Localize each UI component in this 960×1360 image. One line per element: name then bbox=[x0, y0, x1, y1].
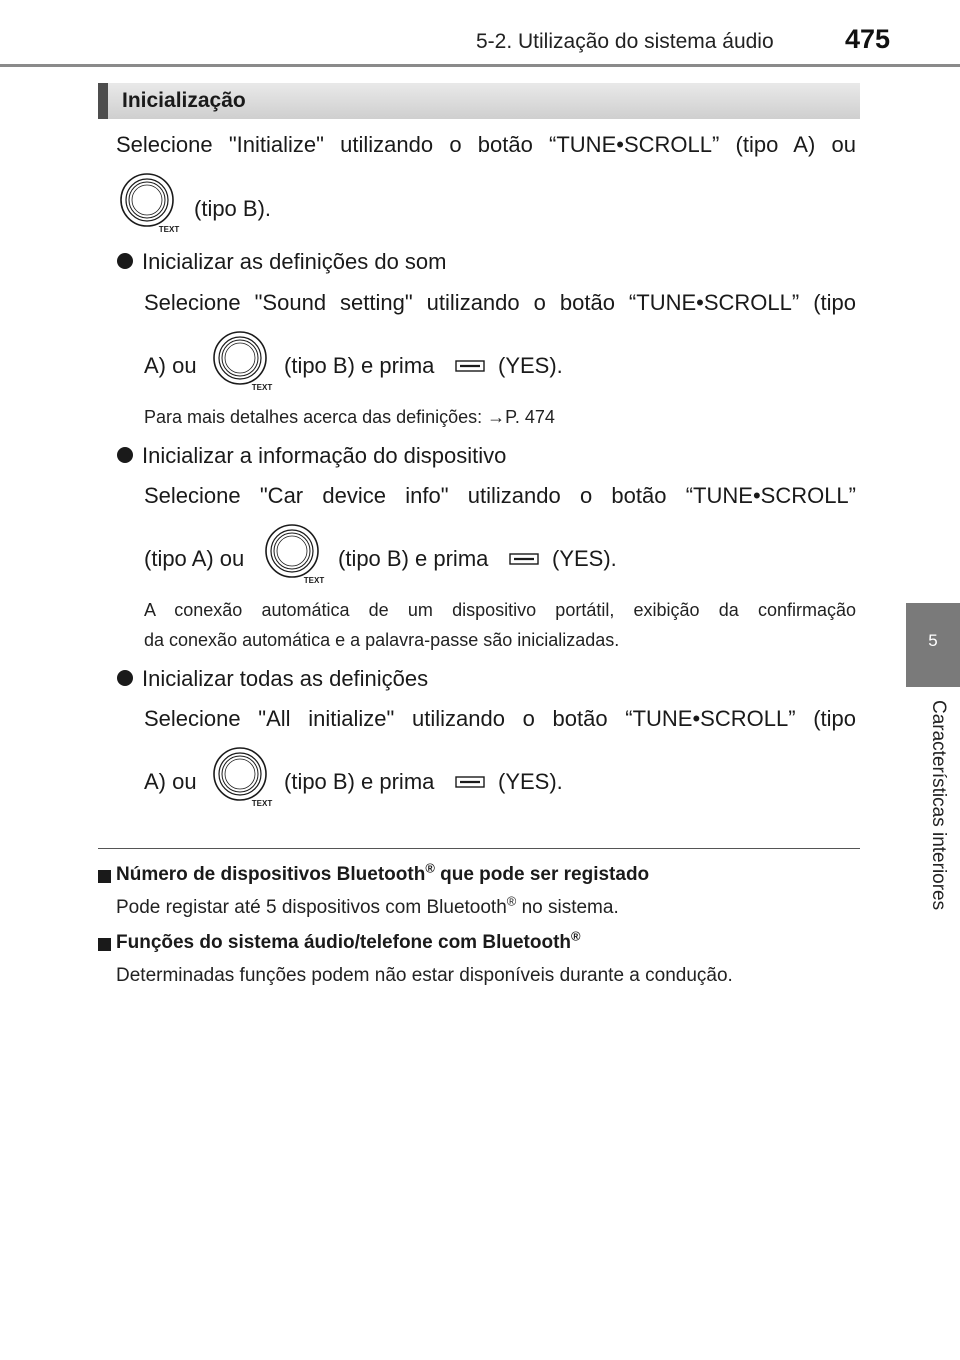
item-instruction-part: (YES). bbox=[498, 353, 563, 378]
item-note: da conexão automática e a palavra-passe são inicializadas. bbox=[144, 630, 620, 650]
bullet-icon bbox=[117, 447, 133, 463]
section-title: Inicialização bbox=[122, 89, 246, 112]
item-heading: Inicializar todas as definições bbox=[142, 666, 429, 691]
text-knob-icon bbox=[117, 170, 181, 234]
svg-text:TEXT: TEXT bbox=[251, 383, 273, 392]
yes-button-icon bbox=[509, 551, 539, 567]
yes-button-icon bbox=[455, 774, 485, 790]
item-instruction-line: Selecione "Sound setting" utilizando o botão “TUNE•SCROLL” (tipo bbox=[144, 290, 856, 315]
item-heading: Inicializar a informação do dispositivo bbox=[142, 443, 507, 468]
text-knob-icon bbox=[210, 744, 274, 808]
intro-line-1: Selecione "Initialize" utilizando o botão “TUNE•SCROLL” (tipo A) ou bbox=[116, 132, 856, 157]
header-section-title: 5-2. Utilização do sistema áudio bbox=[476, 30, 774, 53]
item-instruction-part: (tipo B) e prima bbox=[284, 769, 435, 794]
bullet-icon bbox=[117, 670, 133, 686]
intro-line-2: (tipo B). bbox=[194, 196, 272, 221]
page-number: 475 bbox=[845, 24, 891, 54]
info-text: Pode registar até 5 dispositivos com Bluetooth® no sistema. bbox=[116, 893, 619, 918]
info-heading: Funções do sistema áudio/telefone com Bluetooth® bbox=[116, 928, 581, 953]
square-bullet-icon bbox=[98, 870, 111, 883]
header-divider bbox=[0, 64, 960, 67]
section-divider bbox=[98, 848, 860, 849]
chapter-tab bbox=[906, 603, 960, 687]
item-heading: Inicializar as definições do som bbox=[142, 249, 447, 274]
svg-text:TEXT: TEXT bbox=[158, 225, 180, 234]
item-instruction-part: (YES). bbox=[498, 769, 563, 794]
item-instruction-line: Selecione "Car device info" utilizando o botão “TUNE•SCROLL” bbox=[144, 483, 856, 508]
item-instruction-part: A) ou bbox=[144, 353, 197, 378]
info-text: Determinadas funções podem não estar disponíveis durante a condução. bbox=[116, 965, 733, 986]
square-bullet-icon bbox=[98, 938, 111, 951]
chapter-label: Características interiores bbox=[928, 700, 949, 911]
item-note: A conexão automática de um dispositivo portátil, exibição da confirmação bbox=[144, 600, 856, 620]
bullet-icon bbox=[117, 253, 133, 269]
item-instruction-line: Selecione "All initialize" utilizando o botão “TUNE•SCROLL” (tipo bbox=[144, 706, 856, 731]
item-instruction-part: (YES). bbox=[552, 546, 617, 571]
text-knob-icon bbox=[210, 328, 274, 392]
svg-text:TEXT: TEXT bbox=[303, 576, 325, 585]
text-knob-icon bbox=[262, 521, 326, 585]
item-instruction-part: A) ou bbox=[144, 769, 197, 794]
info-heading: Número de dispositivos Bluetooth® que pode ser registado bbox=[116, 860, 650, 885]
section-heading-bar bbox=[98, 83, 860, 119]
chapter-number: 5 bbox=[928, 631, 938, 650]
yes-button-icon bbox=[455, 358, 485, 374]
item-instruction-part: (tipo A) ou bbox=[144, 546, 245, 571]
item-instruction-part: (tipo B) e prima bbox=[284, 353, 435, 378]
svg-text:TEXT: TEXT bbox=[251, 799, 273, 808]
item-note: Para mais detalhes acerca das definições: →P. 474 bbox=[144, 407, 555, 427]
item-instruction-part: (tipo B) e prima bbox=[338, 546, 489, 571]
